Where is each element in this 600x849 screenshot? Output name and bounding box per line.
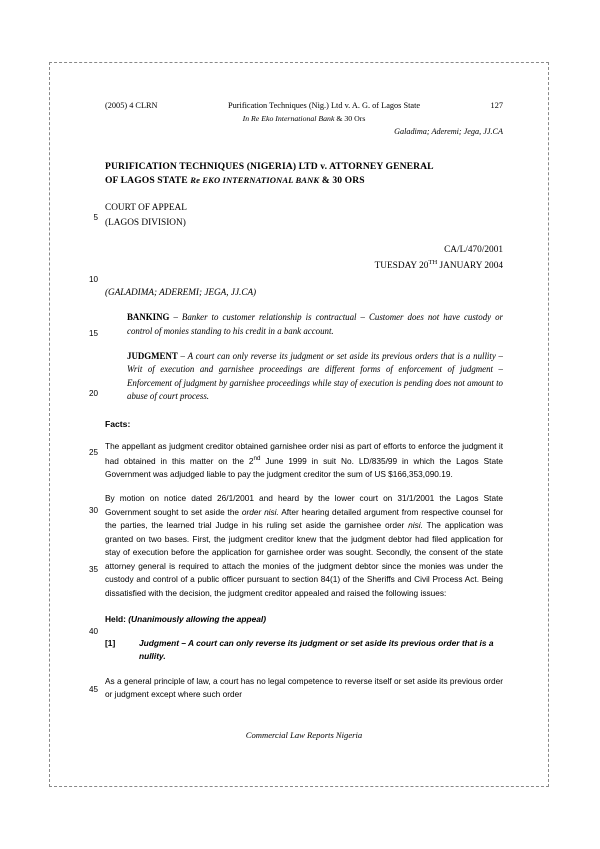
text-run: June 1999 in suit No. LD/835/99 in which the Lagos State Government was adjudged liable to pay the judgment creditor the sum of US $166,353,090.19. <box>105 455 504 479</box>
case-number-block <box>105 244 503 274</box>
case-title-line-2b: & 30 ORS <box>319 174 365 186</box>
court-name: COURT OF APPEAL <box>105 203 187 214</box>
line-number: 5 <box>93 213 98 222</box>
headnote-banking <box>105 311 503 338</box>
italic-run: nisi. <box>408 520 423 531</box>
text-run: By motion on notice dated 26/1/2001 and heard by the lower court on 31/1/2001 the Lagos State Government sought to set aside the <box>105 493 503 517</box>
page-footer: Commercial Law Reports Nigeria <box>245 730 363 740</box>
subline-in: In <box>242 114 250 124</box>
judgment-date-b: JANUARY 2004 <box>437 261 503 272</box>
running-head-subline <box>105 113 503 124</box>
judgment-date-a: TUESDAY 20 <box>374 261 429 272</box>
page-number: 127 <box>490 101 503 110</box>
closing-paragraph <box>105 675 503 702</box>
held-label: Held: <box>105 613 126 624</box>
case-title-line-1: PURIFICATION TECHNIQUES (NIGERIA) LTD v. ATTORNEY GENERAL <box>105 161 434 173</box>
text-run: The appellant as judgment creditor obtained garnishee order nisi as part of efforts to enforce the judgment it had obtained in this matter on the 2 <box>105 441 503 466</box>
text-run: After hearing detailed argument from respective counsel for the parties, the learned trial Judge in his ruling set aside the garnishee order <box>105 506 503 531</box>
text-run: As a general principle of law, a court has no legal competence to reverse itself or set aside its previous order or judgment except where such order <box>105 675 503 700</box>
held-qualifier: (Unanimously allowing the appeal) <box>125 613 267 624</box>
case-title-line-2 <box>105 174 503 188</box>
headnote-keyword-judgment: JUDGMENT <box>127 350 178 361</box>
held-heading <box>105 614 503 624</box>
court-block <box>105 201 503 230</box>
judgment-date <box>105 258 503 274</box>
facts-paragraph-2 <box>105 492 503 600</box>
line-number: 40 <box>88 627 98 636</box>
issue-number: [1] <box>105 637 116 648</box>
line-number: 15 <box>88 329 98 338</box>
court-division: (LAGOS DIVISION) <box>105 217 186 228</box>
judges-line: Galadima; Aderemi; Jega, JJ.CA <box>394 127 503 137</box>
superscript-run: nd <box>253 454 261 462</box>
judicial-panel: (GALADIMA; ADEREMI; JEGA, JJ.CA) <box>105 287 257 298</box>
headnote-text-judgment: – A court can only reverse its judgment or set aside its previous orders that is a nullity – Writ of execution and garnishee proceedings are different forms of enforcement of judgment – Enforcement of judgment by garnishee proceedings while stay of execution is pending does not amount to abuse of court process. <box>127 350 503 401</box>
case-number: CA/L/470/2001 <box>444 245 503 256</box>
case-title-italic-part: Re EKO INTERNATIONAL BANK <box>190 174 320 185</box>
subline-tail: & 30 Ors <box>336 114 366 124</box>
headnote-judgment <box>105 350 503 403</box>
running-head-line <box>105 100 503 112</box>
headnote-keyword-banking: BANKING <box>127 312 170 323</box>
headnote-text-banking: – Banker to customer relationship is contractual – Customer does not have custody or control of monies standing to his credit in a bank account. <box>127 312 503 336</box>
issue-text: Judgment – A court can only reverse its judgment or set aside its previous order that is a nullity. <box>139 637 494 662</box>
line-number: 45 <box>88 685 98 694</box>
case-short-title: Purification Techniques (Nig.) Ltd v. A. G. of Lagos State <box>228 101 421 110</box>
issue-item <box>105 637 503 664</box>
page-content <box>105 100 503 760</box>
line-number: 10 <box>88 275 98 284</box>
case-title <box>105 160 503 187</box>
text-run: The application was granted on two bases. First, the judgment creditor knew that the judgment debtor had filed application for stay of execution before the application for garnishee order was sought. Secondly, the consent of the state attorney general is required to attach the monies of the judgment debtor since the monies was under the custody and control of a public officer pursuant to section 84(1) of the Sheriffs and Civil Process Act. Being dissatisfied with the decision, the judgment creditor appealed and raised the following issues: <box>105 520 503 598</box>
subline-case: Re Eko International Bank <box>251 114 335 124</box>
case-title-line-2a: OF LAGOS STATE <box>105 174 191 186</box>
line-number: 30 <box>88 506 98 515</box>
line-number: 35 <box>88 565 98 574</box>
line-number-gutter <box>78 100 98 760</box>
facts-paragraph-1 <box>105 440 503 481</box>
judgment-date-ordinal: TH <box>428 259 438 267</box>
italic-run: order nisi. <box>241 506 279 517</box>
line-number: 20 <box>88 389 98 398</box>
facts-heading: Facts: <box>105 419 131 430</box>
line-number: 25 <box>88 448 98 457</box>
citation-reference: (2005) 4 CLRN <box>105 101 158 110</box>
running-head <box>105 100 503 138</box>
